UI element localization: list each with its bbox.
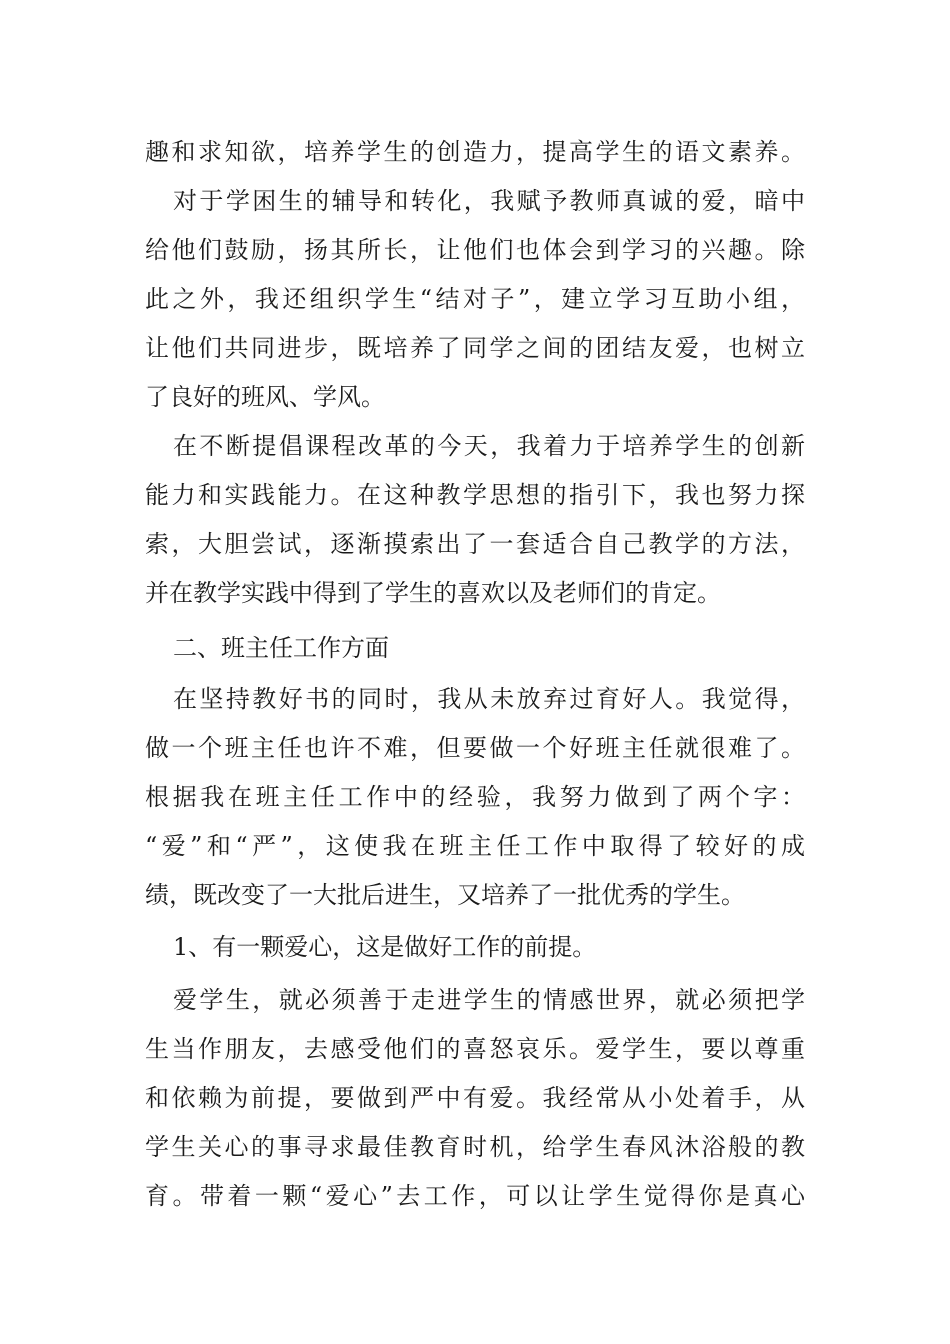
text-line: 学生关心的事寻求最佳教育时机，给学生春风沐浴般的教 [145,1133,805,1161]
subsection-heading: 1、有一颗爱心，这是做好工作的前提。 [173,933,597,961]
paragraph-first-line: 在不断提倡课程改革的今天，我着力于培养学生的创新 [173,432,805,460]
section-heading: 二、班主任工作方面 [173,634,389,662]
text-line: 育。带着一颗“爱心”去工作，可以让学生觉得你是真心 [145,1182,805,1210]
text-line: 生当作朋友，去感受他们的喜怒哀乐。爱学生，要以尊重 [145,1035,805,1063]
text-line: 此之外，我还组织学生“结对子”，建立学习互助小组， [145,285,805,313]
text-line: 给他们鼓励，扬其所长，让他们也体会到学习的兴趣。除 [145,236,805,264]
text-line: 了良好的班风、学风。 [145,383,385,411]
text-line: 绩，既改变了一大批后进生，又培养了一批优秀的学生。 [145,881,745,909]
text-line: 根据我在班主任工作中的经验，我努力做到了两个字： [145,783,805,811]
text-line: 能力和实践能力。在这种教学思想的指引下，我也努力探 [145,481,805,509]
text-line: 做一个班主任也许不难，但要做一个好班主任就很难了。 [145,734,805,762]
text-line: 让他们共同进步，既培养了同学之间的团结友爱，也树立 [145,334,805,362]
paragraph-first-line: 在坚持教好书的同时，我从未放弃过育好人。我觉得， [173,685,805,713]
text-line: 索，大胆尝试，逐渐摸索出了一套适合自己教学的方法， [145,530,805,558]
text-line: 并在教学实践中得到了学生的喜欢以及老师们的肯定。 [145,579,721,607]
text-line: 趣和求知欲，培养学生的创造力，提高学生的语文素养。 [145,138,805,166]
text-line: “爱”和“严”，这使我在班主任工作中取得了较好的成 [145,832,805,860]
paragraph-first-line: 爱学生，就必须善于走进学生的情感世界，就必须把学 [173,986,805,1014]
paragraph-first-line: 对于学困生的辅导和转化，我赋予教师真诚的爱，暗中 [173,187,805,215]
text-line: 和依赖为前提，要做到严中有爱。我经常从小处着手，从 [145,1084,805,1112]
